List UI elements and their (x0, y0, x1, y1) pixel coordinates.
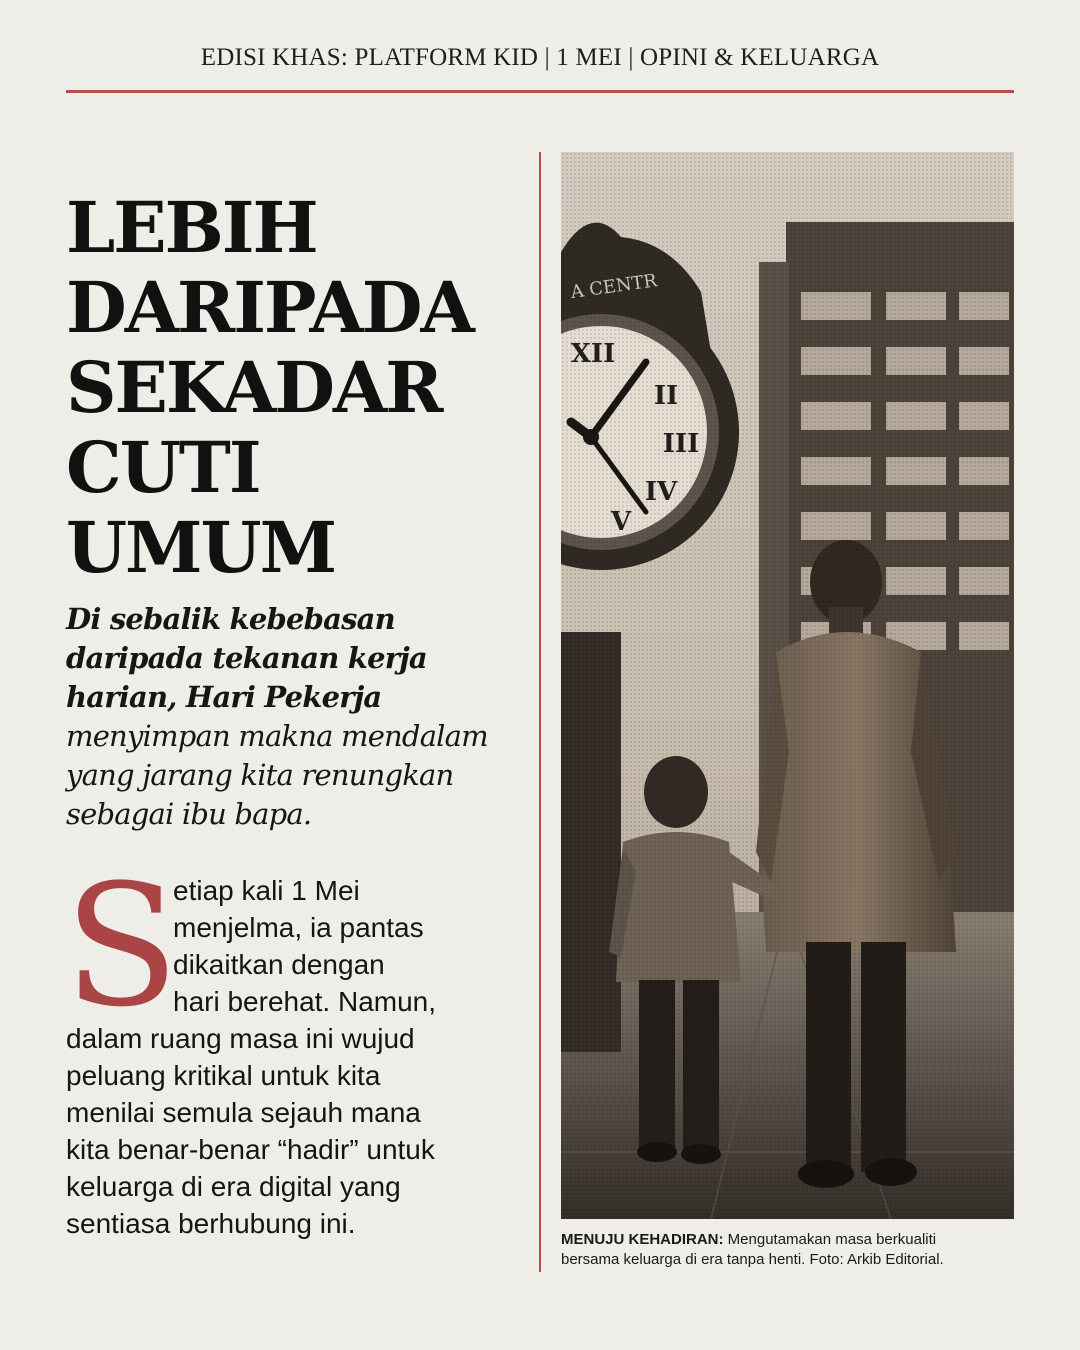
photo-father-son-clock (561, 152, 1014, 1219)
caption-text: bersama keluarga di era tanpa henti. Foto: Arkib Editorial. (561, 1251, 944, 1268)
body-line: etiap kali 1 Mei (173, 875, 360, 906)
body-line: hari berehat. Namun, (173, 986, 437, 1017)
headline-line: CUTI (66, 426, 260, 509)
body-line: keluarga di era digital yang (66, 1171, 401, 1202)
body-line: dalam ruang masa ini wujud (66, 1023, 415, 1054)
headline-line: DARIPADA (66, 266, 473, 349)
deck-line: harian, Hari Pekerja (66, 680, 382, 714)
column-rule (539, 152, 541, 1272)
caption-label: MENUJU KEHADIRAN: (561, 1231, 724, 1248)
body-line: dikaitkan dengan (173, 949, 385, 980)
deck-line: yang jarang kita renungkan (66, 758, 454, 792)
deck-line: daripada tekanan kerja (66, 641, 427, 675)
caption-text: Mengutamakan masa berkualiti (723, 1231, 937, 1248)
deck-line: sebagai ibu bapa. (66, 797, 312, 831)
photo-caption (561, 1230, 1021, 1270)
body-line: peluang kritikal untuk kita (66, 1060, 381, 1091)
headline-line: LEBIH (66, 186, 317, 269)
body-line: sentiasa berhubung ini. (66, 1208, 356, 1239)
photo-illustration (561, 152, 1014, 1219)
headline-line: UMUM (66, 506, 336, 589)
body-line: menjelma, ia pantas (173, 912, 424, 943)
deck-subtitle (66, 600, 536, 834)
deck-line: menyimpan makna mendalam (66, 719, 488, 753)
body-line: menilai semula sejauh mana (66, 1097, 421, 1128)
body-paragraph (66, 872, 536, 1242)
headline (66, 188, 526, 588)
deck-line: Di sebalik kebebasan (66, 602, 395, 636)
drop-cap: S (64, 848, 180, 1044)
body-line: kita benar-benar “hadir” untuk (66, 1134, 435, 1165)
headline-line: SEKADAR (66, 346, 442, 429)
masthead: EDISI KHAS: PLATFORM KID | 1 MEI | OPINI & KELUARGA (200, 44, 880, 71)
top-rule (66, 90, 1014, 93)
